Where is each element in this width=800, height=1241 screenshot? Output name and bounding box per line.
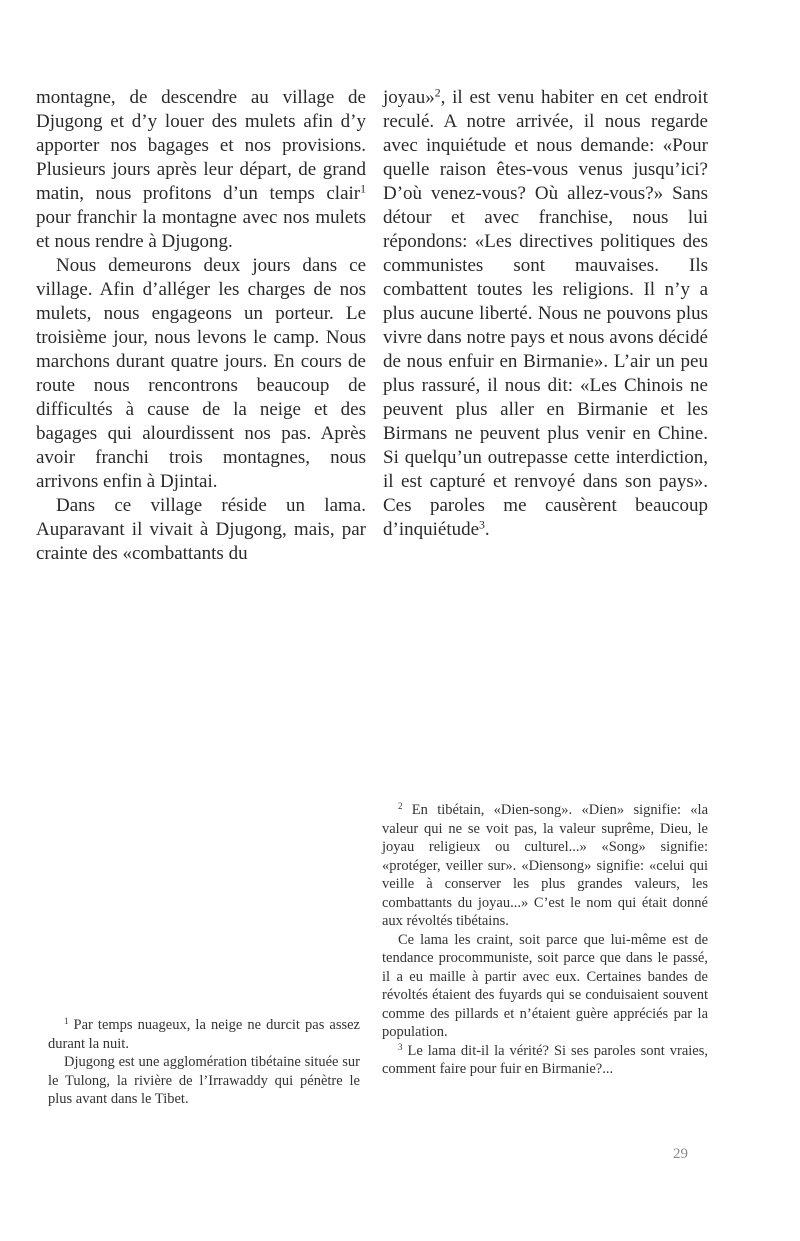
right-text-column xyxy=(383,86,708,542)
footnote: $^2$ En tibétain, «Dien-song». «Dien» signifie: «la valeur qui ne se voit pas, la valeur suprême, Dieu, le joyau religieux ou culturel...» «Song» signifie: «protéger, veiller sur». «Diensong» signifie: «celui qui veille à conserver les plus grandes valeurs, les combattants du joyau...» C’est le nom qui était donné aux révoltés tibétains. xyxy=(382,801,708,929)
footnote: $^1$ Par temps nuageux, la neige ne durcit pas assez durant la nuit. xyxy=(48,1016,360,1052)
footnotes-left xyxy=(48,1016,360,1109)
footnote: Djugong est une agglomération tibétaine située sur le Tulong, la rivière de l’Irrawaddy qui pénètre le plus avant dans le Tibet. xyxy=(48,1054,360,1107)
footnote-reference: 2 xyxy=(434,86,441,100)
footnotes-right xyxy=(382,801,708,1079)
page-number: 29 xyxy=(673,1146,688,1162)
left-text-column xyxy=(36,86,366,566)
footnote: $^3$ Le lama dit-il la vérité? Si ses paroles sont vraies, comment faire pour fuir en Birmanie?... xyxy=(382,1041,708,1077)
paragraph: montagne, de descendre au village de Djugong et d’y louer des mulets afin d’y apporter nos bagages et nos provisions. Plusieurs jours après leur départ, de grand matin, nous profitons d’un temps clair$^1$ pour franchir la montagne avec nos mulets et nous rendre à Djugong. xyxy=(36,87,366,252)
paragraph: Nous demeurons deux jours dans ce village. Afin d’alléger les charges de nos mulets, nous engageons un porteur. Le troisième jour, nous levons le camp. Nous marchons durant quatre jours. En cours de route nous rencontrons beaucoup de difficultés à cause de la neige et des bagages qui alourdissent nos pas. Après avoir franchi trois montagnes, nous arrivons enfin à Djintai. xyxy=(36,255,366,492)
paragraph: joyau»$^2$, il est venu habiter en cet endroit reculé. A notre arrivée, il nous regarde avec inquiétude et nous demande: «Pour quelle raison êtes-vous venus jusqu’ici? D’où venez-vous? Où allez-vous?» Sans détour et avec franchise, nous lui répondons: «Les directives politiques des communistes sont mauvaises. Ils combattent toutes les religions. Il n’y a plus aucune liberté. Nous ne pouvons plus vivre dans notre pays et nous avons décidé de nous enfuir en Birmanie». L’air un peu plus rassuré, il nous dit: «Les Chinois ne peuvent plus aller en Birmanie et les Birmans ne peuvent plus venir en Chine. Si quelqu’un outrepasse cette interdiction, il est capturé et renvoyé dans son pays». Ces paroles me causèrent beaucoup d’inquiétude$^3$. xyxy=(383,86,708,540)
footnote-reference: 3 xyxy=(479,518,485,532)
footnote: Ce lama les craint, soit parce que lui-même est de tendance procommuniste, soit parce que dans le passé, il a eu maille à partir avec eux. Certaines bandes de révoltés étaient des fuyards qui se conduisaient souvent comme des pillards et n’étaient guère appréciés par la population. xyxy=(382,931,708,1040)
footnote-reference: 1 xyxy=(360,182,366,196)
paragraph: Dans ce village réside un lama. Auparavant il vivait à Djugong, mais, par crainte des «combattants du xyxy=(36,495,366,564)
